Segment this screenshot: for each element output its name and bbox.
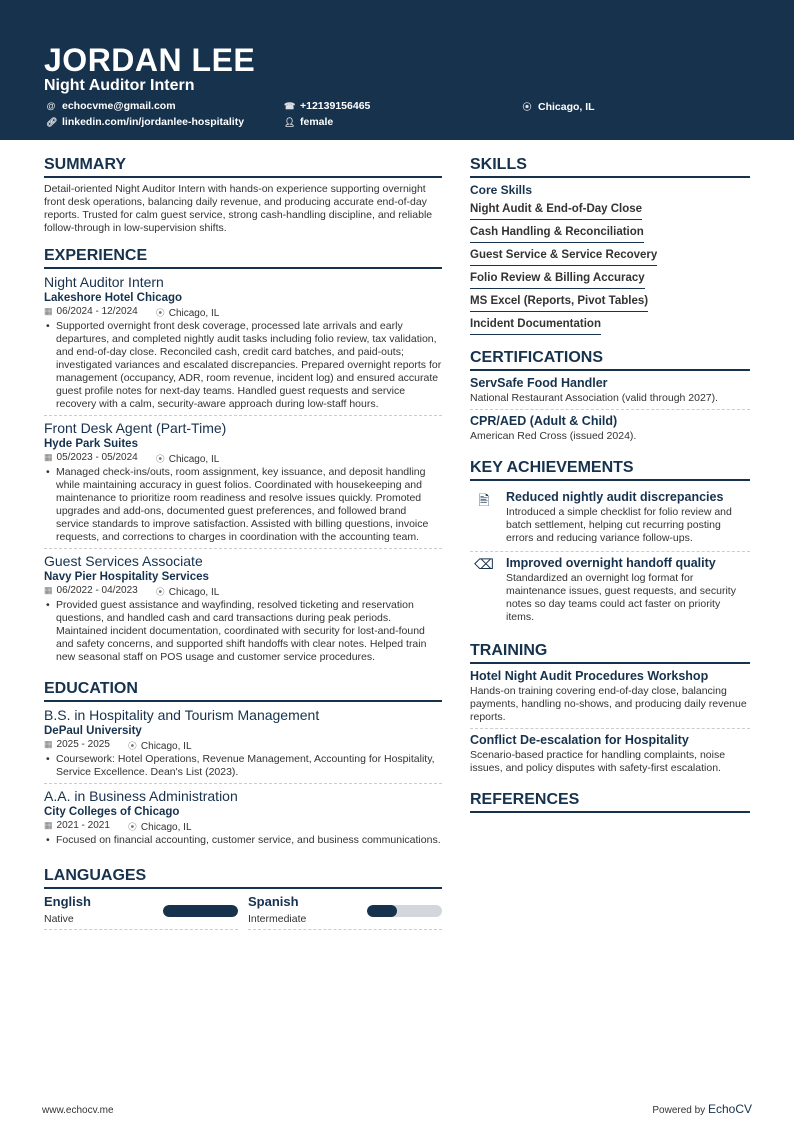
- calendar-icon: ▦: [44, 452, 53, 462]
- language-level: Intermediate: [248, 913, 307, 925]
- footer-powered[interactable]: [652, 1102, 752, 1116]
- bullet-list: [44, 599, 442, 664]
- dates-text: 2025 - 2025: [56, 739, 110, 750]
- skill-item: Night Audit & End-of-Day Close: [470, 200, 642, 220]
- skill-item: MS Excel (Reports, Pivot Tables): [470, 292, 648, 312]
- left-column: [44, 156, 442, 942]
- location-text: Chicago, IL: [538, 100, 595, 113]
- school: City Colleges of Chicago: [44, 806, 180, 818]
- job-title: Night Auditor Intern: [44, 77, 195, 94]
- location-pin-icon: ⦿: [127, 822, 137, 832]
- location-pin-icon: ⦿: [155, 587, 165, 597]
- skill-item: Incident Documentation: [470, 315, 601, 335]
- calendar-icon: ▦: [44, 306, 53, 316]
- at-icon: @: [46, 101, 56, 111]
- summary-section: [44, 156, 442, 235]
- calendar-icon: ▦: [44, 585, 53, 595]
- email-text: echocvme@gmail.com: [62, 100, 176, 112]
- bullet-list: [44, 466, 442, 544]
- brand-logo-text: EchoCV: [707, 1102, 752, 1116]
- training-title: Hotel Night Audit Procedures Workshop: [470, 669, 709, 683]
- role-title: Night Auditor Intern: [44, 274, 164, 290]
- skills-section: [470, 156, 750, 337]
- section-heading: LANGUAGES: [44, 867, 442, 889]
- role-title: Guest Services Associate: [44, 553, 203, 569]
- location: [156, 452, 220, 465]
- certification-item: [470, 376, 750, 410]
- certification-title: ServSafe Food Handler: [470, 376, 608, 390]
- dates-text: 05/2023 - 05/2024: [56, 452, 138, 463]
- degree: A.A. in Business Administration: [44, 788, 238, 804]
- language-name: Spanish: [248, 894, 299, 909]
- bullet: • Managed check-ins/outs, room assignment, key issuance, and deposit handling while maintaining accuracy in guest folios. Coordinated with housekeeping and maintenance to prioritize room readiness and resolve issues quickly. Promoted upgrades and add-ons, documented guest preferences, and followed brand service standards to improve satisfaction. Assisted with billing questions, invoice requests, and corrections to charges in coordination with the accounting team.: [44, 466, 442, 544]
- references-section: [470, 791, 750, 813]
- training-section: [470, 642, 750, 779]
- certification-item: [470, 414, 750, 447]
- linkedin-contact[interactable]: [46, 116, 244, 128]
- gender-info: [284, 116, 333, 128]
- achievement-item: [470, 486, 750, 552]
- achievement-text: Standardized an overnight log format for maintenance issues, guest requests, and security notes so day teams could act faster on priority items.: [506, 572, 736, 623]
- right-column: [470, 156, 750, 825]
- organization: Hyde Park Suites: [44, 438, 138, 450]
- skill-item: Cash Handling & Reconciliation: [470, 223, 644, 243]
- gender-text: female: [300, 116, 334, 128]
- language-item: [248, 894, 442, 930]
- candidate-name: JORDAN LEE: [44, 42, 256, 78]
- bullet: • Provided guest assistance and wayfinding, resolved ticketing and reservation questions, and handled cash and card transactions during peak periods. Maintained incident documentation, coordinated with security for lost-and-found and safety concerns, and supported shift handoffs with clear notes. Helped train new seasonal staff on POS usage and customer service procedures.: [44, 599, 442, 664]
- dates-text: 06/2024 - 12/2024: [56, 306, 138, 317]
- location-pin-icon: ⦿: [127, 741, 137, 751]
- experience-section: [44, 247, 442, 668]
- training-text: Hands-on training covering end-of-day close, balancing payments, handling no-shows, and producing daily revenue reports.: [470, 685, 747, 723]
- section-heading: TRAINING: [470, 642, 750, 664]
- footer-site-link[interactable]: www.echocv.me: [42, 1105, 114, 1116]
- bullet-list: [44, 320, 442, 411]
- location: [128, 820, 192, 833]
- location-text: Chicago, IL: [168, 454, 220, 465]
- person-icon: 👤︎: [284, 116, 296, 127]
- dates-text: 2021 - 2021: [56, 820, 110, 831]
- skill-item: Folio Review & Billing Accuracy: [470, 269, 645, 289]
- meta: [44, 585, 442, 598]
- certification-title: CPR/AED (Adult & Child): [470, 414, 618, 428]
- role-title: Front Desk Agent (Part-Time): [44, 420, 227, 436]
- meta: [44, 739, 442, 752]
- training-item: [470, 733, 750, 779]
- training-text: Scenario-based practice for handling complaints, noise issues, and policy disputes with safety-first escalation.: [470, 749, 726, 774]
- degree: B.S. in Hospitality and Tourism Management: [44, 707, 320, 723]
- location: [128, 739, 192, 752]
- location-pin-icon: ⦿: [155, 454, 165, 464]
- bullet: • Supported overnight front desk coverage, processed late arrivals and early departures, and completed nightly audit tasks including folio review, tax validation, and end-of-day close. Reconciled cash, credit card batches, and paid-outs; investigated variances and escalated discrepancies. Prepared overnight reports for management (occupancy, ADR, room revenue, incident log) and ensured accurate guest profile notes for next-day teams. Handled guest requests and service recovery with a calm, security-aware approach during low-staff hours.: [44, 320, 442, 411]
- achievement-item: [470, 552, 750, 630]
- location: [156, 306, 220, 319]
- organization: Lakeshore Hotel Chicago: [44, 292, 183, 304]
- location: [156, 585, 220, 598]
- proficiency-bar: [367, 905, 442, 917]
- calendar-icon: ▦: [44, 739, 53, 749]
- date-range: [44, 306, 138, 319]
- location-pin-icon: ⦿: [155, 308, 165, 318]
- bullet: • Coursework: Hotel Operations, Revenue Management, Accounting for Hospitality, Service Excellence. Dean's List (2023).: [44, 753, 442, 779]
- section-heading: CERTIFICATIONS: [470, 349, 750, 371]
- date-range: [44, 820, 110, 833]
- phone-text: +12139156465: [300, 100, 371, 112]
- certification-detail: National Restaurant Association (valid through 2027).: [470, 392, 719, 404]
- meta: [44, 306, 442, 319]
- date-range: [44, 739, 110, 752]
- linkedin-text: linkedin.com/in/jordanlee-hospitality: [62, 116, 245, 128]
- powered-by-text: Powered by: [652, 1105, 706, 1116]
- proficiency-bar: [163, 905, 238, 917]
- date-range: [44, 452, 138, 465]
- achievement-title: Reduced nightly audit discrepancies: [506, 490, 724, 504]
- education-item: [44, 707, 442, 784]
- experience-item: [44, 274, 442, 416]
- location-pin-icon: ⦿: [522, 102, 532, 112]
- achievements-section: [470, 459, 750, 630]
- section-heading: EXPERIENCE: [44, 247, 442, 269]
- achievement-text: Introduced a simple checklist for folio review and batch settlement, helping cut recurring posting errors and reducing variance follow-ups.: [506, 506, 732, 544]
- language-level: Native: [44, 913, 74, 925]
- experience-item: [44, 553, 442, 668]
- training-item: [470, 669, 750, 729]
- location-text: Chicago, IL: [168, 308, 220, 319]
- dates-text: 06/2022 - 04/2023: [56, 585, 138, 596]
- training-title: Conflict De-escalation for Hospitality: [470, 733, 689, 747]
- organization: Navy Pier Hospitality Services: [44, 571, 209, 583]
- certifications-section: [470, 349, 750, 447]
- achievement-title: Improved overnight handoff quality: [506, 556, 716, 570]
- section-heading: SKILLS: [470, 156, 750, 178]
- phone-icon: ☎: [284, 100, 296, 111]
- phone-contact[interactable]: [284, 100, 370, 112]
- bullet-list: [44, 834, 442, 847]
- location-text: Chicago, IL: [140, 822, 192, 833]
- email-contact[interactable]: [46, 100, 176, 112]
- meta: [44, 452, 442, 465]
- location-contact: [522, 100, 595, 113]
- summary-text: Detail-oriented Night Auditor Intern with hands-on experience supporting overnight front desk operations, balancing daily revenue, and producing accurate end-of-day reports. Trusted for calm guest service, strong cash-handling discipline, and reliable follow-through in low-supervision shifts.: [44, 183, 433, 234]
- location-text: Chicago, IL: [168, 587, 220, 598]
- link-icon: 🔗︎: [46, 116, 58, 127]
- languages-section: [44, 867, 442, 930]
- bullet-list: [44, 753, 442, 779]
- skill-item: Guest Service & Service Recovery: [470, 246, 657, 266]
- section-heading: REFERENCES: [470, 791, 750, 813]
- school: DePaul University: [44, 725, 142, 737]
- language-name: English: [44, 894, 91, 909]
- education-item: [44, 788, 442, 851]
- section-heading: EDUCATION: [44, 680, 442, 702]
- bullet: • Focused on financial accounting, customer service, and business communications.: [44, 834, 442, 847]
- proficiency-fill: [163, 905, 238, 917]
- calendar-icon: ▦: [44, 820, 53, 830]
- date-range: [44, 585, 138, 598]
- skills-group-title: Core Skills: [470, 183, 533, 197]
- certification-detail: American Red Cross (issued 2024).: [470, 430, 637, 442]
- header: [0, 0, 794, 140]
- invoice-pound-icon: 🖹︎: [478, 492, 490, 508]
- location-text: Chicago, IL: [140, 741, 192, 752]
- proficiency-fill: [367, 905, 397, 917]
- section-heading: SUMMARY: [44, 156, 442, 178]
- section-heading: KEY ACHIEVEMENTS: [470, 459, 750, 481]
- education-section: [44, 680, 442, 851]
- backspace-icon: ⌫: [474, 556, 494, 572]
- language-item: [44, 894, 238, 930]
- meta: [44, 820, 442, 833]
- experience-item: [44, 420, 442, 549]
